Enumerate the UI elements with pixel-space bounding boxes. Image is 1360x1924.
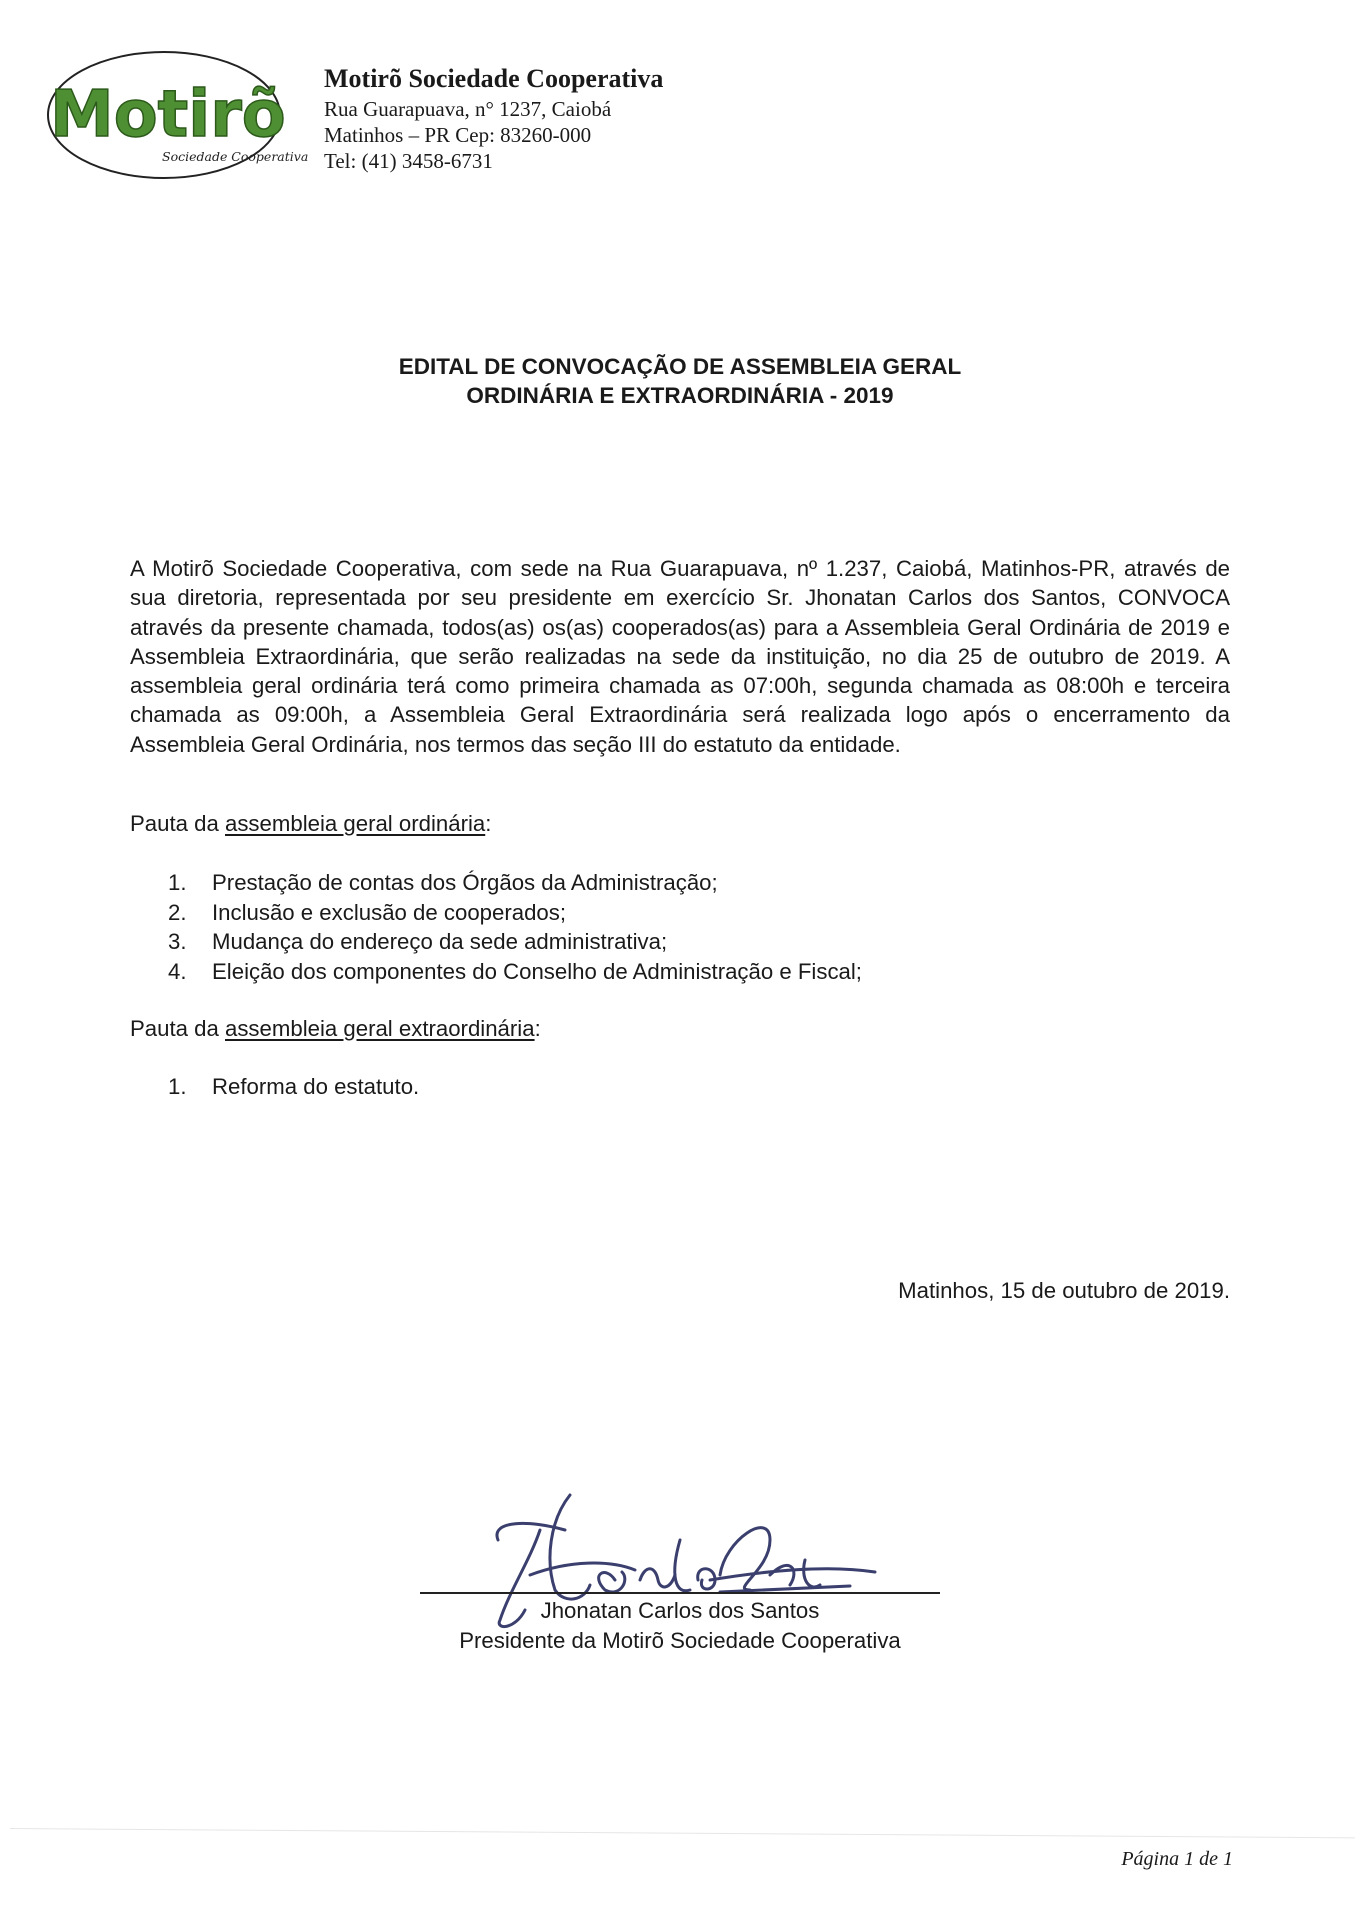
agenda-ordinaria-list bbox=[168, 868, 862, 986]
org-phone: Tel: (41) 3458-6731 bbox=[324, 149, 493, 173]
agenda-suffix: : bbox=[485, 811, 492, 836]
date-location: Matinhos, 15 de outubro de 2019. bbox=[898, 1278, 1230, 1303]
org-city: Matinhos – PR Cep: 83260-000 bbox=[324, 123, 592, 147]
page-number: Página 1 de 1 bbox=[1121, 1848, 1233, 1870]
agenda-prefix: Pauta da bbox=[130, 811, 225, 836]
document-title bbox=[0, 352, 1360, 410]
list-item bbox=[168, 1072, 419, 1102]
list-text: Mudança do endereço da sede administrativa; bbox=[212, 929, 668, 955]
svg-text:Motirõ: Motirõ bbox=[50, 78, 286, 152]
list-item bbox=[168, 927, 862, 957]
agenda-extraordinaria-list bbox=[168, 1072, 419, 1102]
list-text: Reforma do estatuto. bbox=[212, 1074, 420, 1099]
list-number: 4. bbox=[168, 958, 187, 984]
agenda-ordinaria-heading bbox=[130, 809, 491, 838]
agenda-suffix: : bbox=[534, 1016, 541, 1041]
list-item bbox=[168, 957, 862, 987]
signature-line bbox=[420, 1592, 940, 1594]
org-header bbox=[324, 62, 663, 174]
svg-text:Sociedade Cooperativa: Sociedade Cooperativa bbox=[162, 149, 309, 164]
list-text: Inclusão e exclusão de cooperados; bbox=[212, 899, 567, 925]
list-number: 1. bbox=[168, 1074, 187, 1099]
list-text: Eleição dos componentes do Conselho de Administração e Fiscal; bbox=[212, 958, 862, 984]
list-number: 1. bbox=[168, 870, 187, 895]
list-number: 3. bbox=[168, 929, 187, 955]
list-item bbox=[168, 898, 862, 928]
signatory-role: Presidente da Motirõ Sociedade Cooperativa bbox=[459, 1628, 901, 1653]
footer-divider bbox=[10, 1828, 1355, 1838]
list-text: Prestação de contas dos Órgãos da Administração; bbox=[212, 870, 718, 895]
title-line-2: ORDINÁRIA E EXTRAORDINÁRIA - 2019 bbox=[466, 383, 894, 408]
motiro-logo bbox=[44, 48, 309, 183]
agenda-underlined: assembleia geral extraordinária bbox=[225, 1016, 535, 1041]
list-item bbox=[168, 868, 862, 898]
org-address: Rua Guarapuava, n° 1237, Caiobá bbox=[324, 97, 612, 121]
agenda-underlined: assembleia geral ordinária bbox=[225, 811, 486, 836]
org-name: Motirõ Sociedade Cooperativa bbox=[324, 64, 664, 93]
list-number: 2. bbox=[168, 899, 187, 925]
title-line-1: EDITAL DE CONVOCAÇÃO DE ASSEMBLEIA GERAL bbox=[398, 354, 962, 379]
convocation-paragraph: A Motirõ Sociedade Cooperativa, com sede na Rua Guarapuava, nº 1.237, Caiobá, Matinhos-PR, através de sua diretoria, representada por seu presidente em exercício Sr. Jhonatan Carlos dos Santos, CONVOCA através da presente chamada, todos(as) os(as) cooperados(as) para a Assembleia Geral Ordinária de 2019 e Assembleia Extraordinária, que serão realizadas na sede da instituição, no dia 25 de outubro de 2019. A assembleia geral ordinária terá como primeira chamada as 07:00h, segunda chamada as 08:00h e terceira chamada as 09:00h, a Assembleia Geral Extraordinária será realizada logo após o encerramento da Assembleia Geral Ordinária, nos termos das seção III do estatuto da entidade. bbox=[130, 556, 1230, 757]
agenda-extraordinaria-heading bbox=[130, 1014, 541, 1043]
agenda-prefix: Pauta da bbox=[130, 1016, 225, 1041]
signatory-name: Jhonatan Carlos dos Santos bbox=[540, 1598, 820, 1623]
